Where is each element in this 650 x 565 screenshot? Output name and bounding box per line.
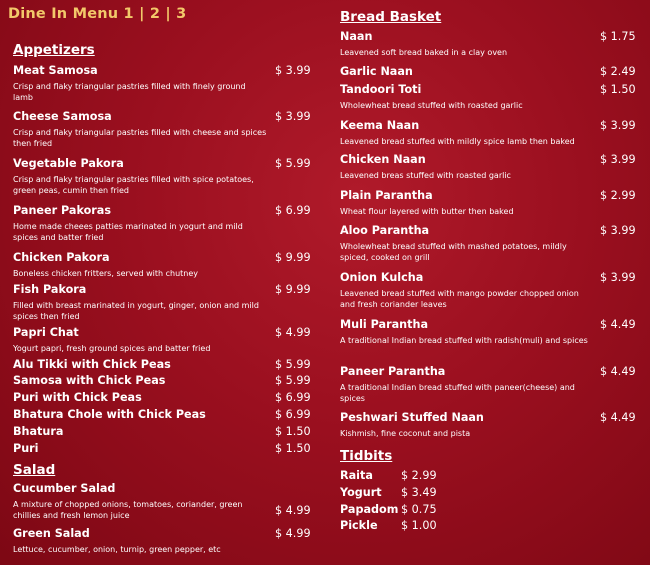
menu-item-name: Plain Parantha — [340, 189, 433, 202]
menu-item-name: Alu Tikki with Chick Peas — [13, 358, 171, 371]
menu-item-name: Bhatura Chole with Chick Peas — [13, 408, 206, 421]
menu-item-price: $ 6.99 — [275, 204, 311, 217]
menu-item-description: Crisp and flaky triangular pastries filled with cheese and spices then fried — [13, 128, 267, 148]
menu-item-name: Papri Chat — [13, 326, 79, 339]
tidbit-price: $ 3.49 — [401, 486, 437, 499]
menu-item-description: Leavened breas stuffed with roasted garlic — [340, 171, 511, 180]
menu-item-price: $ 4.49 — [600, 365, 636, 378]
menu-item-price: $ 1.50 — [275, 442, 311, 455]
menu-item-price: $ 3.99 — [275, 64, 311, 77]
menu-item-name: Keema Naan — [340, 119, 420, 132]
menu-item-price: $ 6.99 — [275, 408, 311, 421]
menu-item-description: Wheat flour layered with butter then baked — [340, 207, 514, 216]
menu-item-name: Vegetable Pakora — [13, 157, 124, 170]
menu-item-name: Garlic Naan — [340, 65, 413, 78]
menu-item-price: $ 1.50 — [600, 83, 636, 96]
page-separator: | — [165, 6, 171, 22]
menu-item-name: Bhatura — [13, 425, 64, 438]
menu-item-price: $ 3.99 — [600, 224, 636, 237]
menu-item-price: $ 4.49 — [600, 411, 636, 424]
menu-item-description: Kishmish, fine coconut and pista — [340, 429, 471, 438]
tidbit-name: Papadom — [340, 503, 399, 516]
section-heading-bread-basket: Bread Basket — [340, 9, 442, 25]
menu-item-description: Wholewheat bread stuffed with mashed potatoes, mildly spiced, cooked on grill — [340, 242, 567, 262]
menu-item-name: Aloo Parantha — [340, 224, 430, 237]
page-separator: | — [139, 6, 145, 22]
menu-item-price: $ 3.99 — [600, 153, 636, 166]
menu-item-description: Leavened bread stuffed with mango powder chopped onion and fresh coriander leaves — [340, 289, 579, 309]
menu-item-name: Puri — [13, 442, 39, 455]
menu-item-price: $ 9.99 — [275, 251, 311, 264]
tidbit-price: $ 1.00 — [401, 519, 437, 532]
page-link-3[interactable]: 3 — [176, 6, 187, 22]
menu-item-description: Lettuce, cucumber, onion, turnip, green pepper, etc — [13, 545, 221, 554]
menu-item-price: $ 3.99 — [275, 110, 311, 123]
menu-item-name: Muli Parantha — [340, 318, 429, 331]
menu-item-name: Cheese Samosa — [13, 110, 112, 123]
menu-item-description: A traditional Indian bread stuffed with radish(muli) and spices — [340, 336, 588, 345]
section-heading-appetizers: Appetizers — [13, 42, 95, 58]
menu-item-price: $ 4.49 — [600, 318, 636, 331]
menu-item-name: Tandoori Toti — [340, 83, 422, 96]
menu-item-price: $ 1.50 — [275, 425, 311, 438]
menu-item-description: Home made cheees patties marinated in yogurt and mild spices and batter fried — [13, 222, 243, 242]
section-heading-tidbits: Tidbits — [340, 448, 393, 464]
menu-item-name: Green Salad — [13, 527, 90, 540]
menu-item-price: $ 4.99 — [275, 326, 311, 339]
menu-item-price: $ 6.99 — [275, 391, 311, 404]
menu-item-name: Peshwari Stuffed Naan — [340, 411, 484, 424]
menu-item-name: Fish Pakora — [13, 283, 87, 296]
section-heading-salad: Salad — [13, 462, 56, 478]
menu-item-description: Leavened soft bread baked in a clay oven — [340, 48, 508, 57]
menu-item-name: Paneer Pakoras — [13, 204, 111, 217]
menu-item-price: $ 9.99 — [275, 283, 311, 296]
menu-item-description: Crisp and flaky triangular pastries filled with finely ground lamb — [13, 82, 246, 102]
page-link-2[interactable]: 2 — [149, 6, 161, 22]
menu-item-price: $ 5.99 — [275, 157, 311, 170]
menu-item-description: Leavened bread stuffed with mildly spice lamb then baked — [340, 137, 575, 146]
menu-item-price: $ 3.99 — [600, 271, 636, 284]
menu-item-name: Cucumber Salad — [13, 482, 116, 495]
menu-item-description: Yogurt papri, fresh ground spices and batter fried — [13, 344, 211, 353]
menu-item-name: Samosa with Chick Peas — [13, 374, 166, 387]
menu-item-name: Paneer Parantha — [340, 365, 446, 378]
menu-item-name: Meat Samosa — [13, 64, 98, 77]
menu-item-description: Wholewheat bread stuffed with roasted garlic — [340, 101, 523, 110]
menu-item-name: Chicken Naan — [340, 153, 426, 166]
menu-item-price: $ 1.75 — [600, 30, 636, 43]
menu-item-name: Chicken Pakora — [13, 251, 110, 264]
menu-item-name: Onion Kulcha — [340, 271, 424, 284]
menu-item-description: Boneless chicken fritters, served with chutney — [13, 269, 199, 278]
page-title — [8, 6, 186, 22]
tidbit-name: Raita — [340, 469, 373, 482]
tidbit-name: Yogurt — [340, 486, 382, 499]
menu-item-price: $ 2.99 — [600, 189, 636, 202]
tidbit-name: Pickle — [340, 519, 378, 532]
page-title-text: Dine In Menu — [8, 6, 119, 22]
tidbit-price: $ 0.75 — [401, 503, 437, 516]
page-link-1[interactable]: 1 — [123, 6, 134, 22]
menu-item-price: $ 3.99 — [600, 119, 636, 132]
menu-item-description: Filled with breast marinated in yogurt, ginger, onion and mild spices then fried — [13, 301, 259, 321]
menu-item-price: $ 4.99 — [275, 504, 311, 517]
menu-item-price: $ 5.99 — [275, 358, 311, 371]
menu-item-name: Puri with Chick Peas — [13, 391, 142, 404]
menu-item-price: $ 5.99 — [275, 374, 311, 387]
menu-item-price: $ 2.49 — [600, 65, 636, 78]
tidbit-price: $ 2.99 — [401, 469, 437, 482]
menu-item-description: A mixture of chopped onions, tomatoes, coriander, green chillies and fresh lemon juice — [13, 500, 243, 520]
menu-item-price: $ 4.99 — [275, 527, 311, 540]
menu-item-description: Crisp and flaky triangular pastries filled with spice potatoes, green peas, cumin then fried — [13, 175, 254, 195]
menu-item-description: A traditional Indian bread stuffed with paneer(cheese) and spices — [340, 383, 575, 403]
menu-item-name: Naan — [340, 30, 373, 43]
